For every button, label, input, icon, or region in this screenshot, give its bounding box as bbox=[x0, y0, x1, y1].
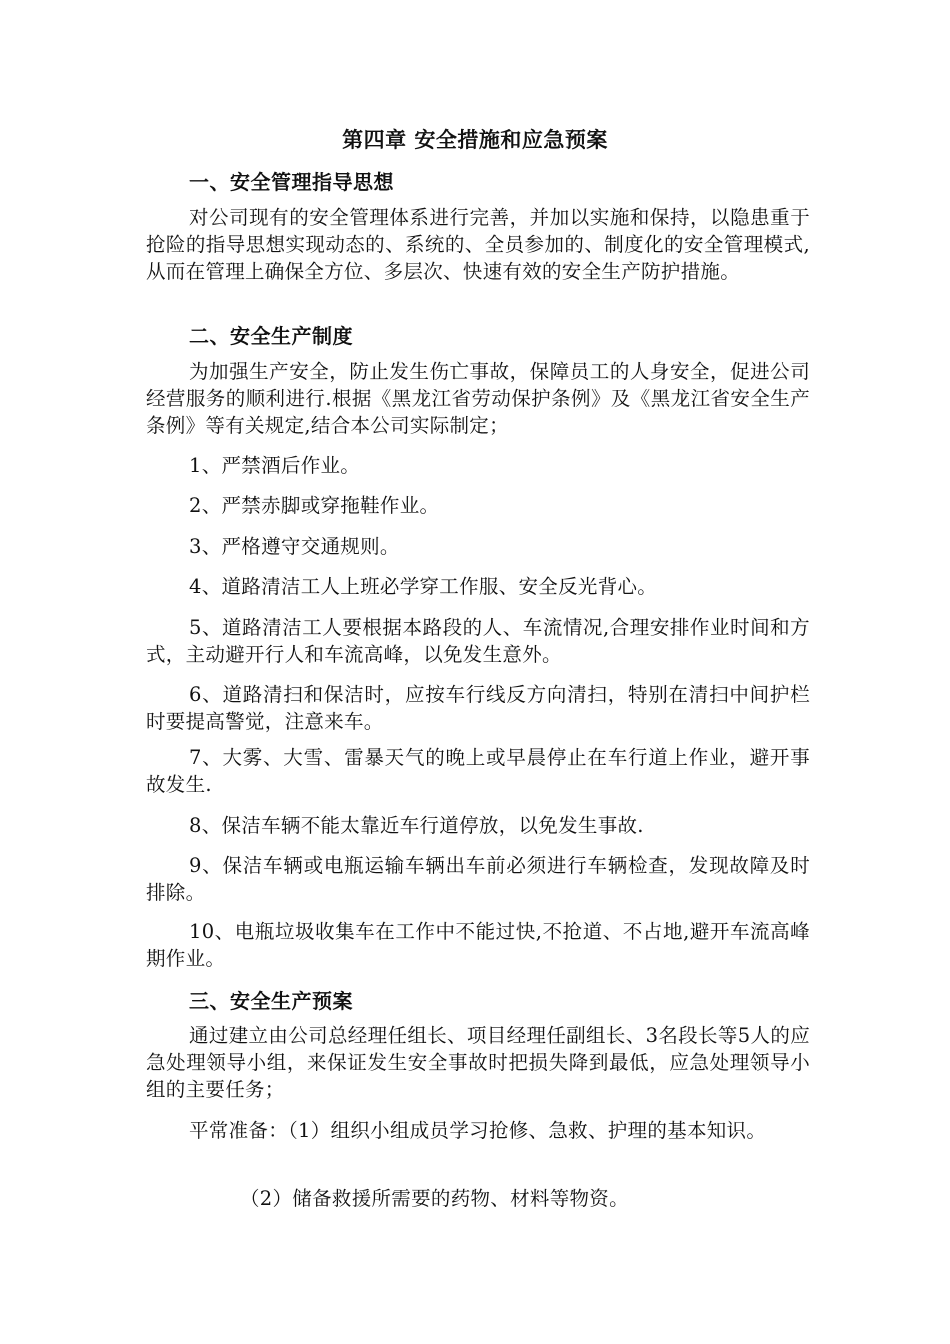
section-body-guiding-thought: 对公司现有的安全管理体系进行完善，并加以实施和保持，以隐患重于抢险的指导思想实现动态的、系统的、全员参加的、制度化的安全管理模式,从而在管理上确保全方位、多层次、快速有效的安全生产防护措施。 bbox=[146, 206, 810, 283]
rule-item-5: 5、道路清洁工人要根据本路段的人、车流情况,合理安排作业时间和方式，主动避开行人和车流高峰，以免发生意外。 bbox=[146, 616, 810, 666]
emergency-prep-item-2: （2）储备救援所需要的药物、材料等物资。 bbox=[240, 1187, 629, 1210]
rule-item-4: 4、道路清洁工人上班必学穿工作服、安全反光背心。 bbox=[189, 575, 658, 598]
emergency-prep-item-1: 平常准备：（1）组织小组成员学习抢修、急救、护理的基本知识。 bbox=[189, 1119, 767, 1142]
rule-item-7: 7、大雾、大雪、雷暴天气的晚上或早晨停止在车行道上作业，避开事故发生. bbox=[146, 746, 810, 796]
rule-item-10: 10、电瓶垃圾收集车在工作中不能过快,不抢道、不占地,避开车流高峰期作业。 bbox=[146, 920, 810, 970]
section-intro-safety-rules: 为加强生产安全，防止发生伤亡事故，保障员工的人身安全，促进公司经营服务的顺利进行.根据《黑龙江省劳动保护条例》及《黑龙江省安全生产条例》等有关规定,结合本公司实际制定； bbox=[146, 360, 810, 437]
rule-item-6: 6、道路清扫和保洁时，应按车行线反方向清扫，特别在清扫中间护栏时要提高警觉，注意来车。 bbox=[146, 683, 810, 733]
section-heading-safety-rules: 二、安全生产制度 bbox=[189, 324, 353, 348]
section-body-emergency-plan: 通过建立由公司总经理任组长、项目经理任副组长、3名段长等5人的应急处理领导小组，来保证发生安全事故时把损失降到最低，应急处理领导小组的主要任务； bbox=[146, 1024, 810, 1101]
section-heading-emergency-plan: 三、安全生产预案 bbox=[189, 989, 353, 1013]
rule-item-2: 2、严禁赤脚或穿拖鞋作业。 bbox=[189, 494, 440, 517]
rule-item-3: 3、严格遵守交通规则。 bbox=[189, 535, 400, 558]
rule-item-1: 1、严禁酒后作业。 bbox=[189, 454, 361, 477]
rule-item-8: 8、保洁车辆不能太靠近车行道停放，以免发生事故. bbox=[189, 814, 644, 837]
chapter-title: 第四章 安全措施和应急预案 bbox=[342, 127, 608, 152]
section-heading-guiding-thought: 一、安全管理指导思想 bbox=[189, 170, 394, 194]
rule-item-9: 9、保洁车辆或电瓶运输车辆出车前必须进行车辆检查，发现故障及时排除。 bbox=[146, 854, 810, 904]
